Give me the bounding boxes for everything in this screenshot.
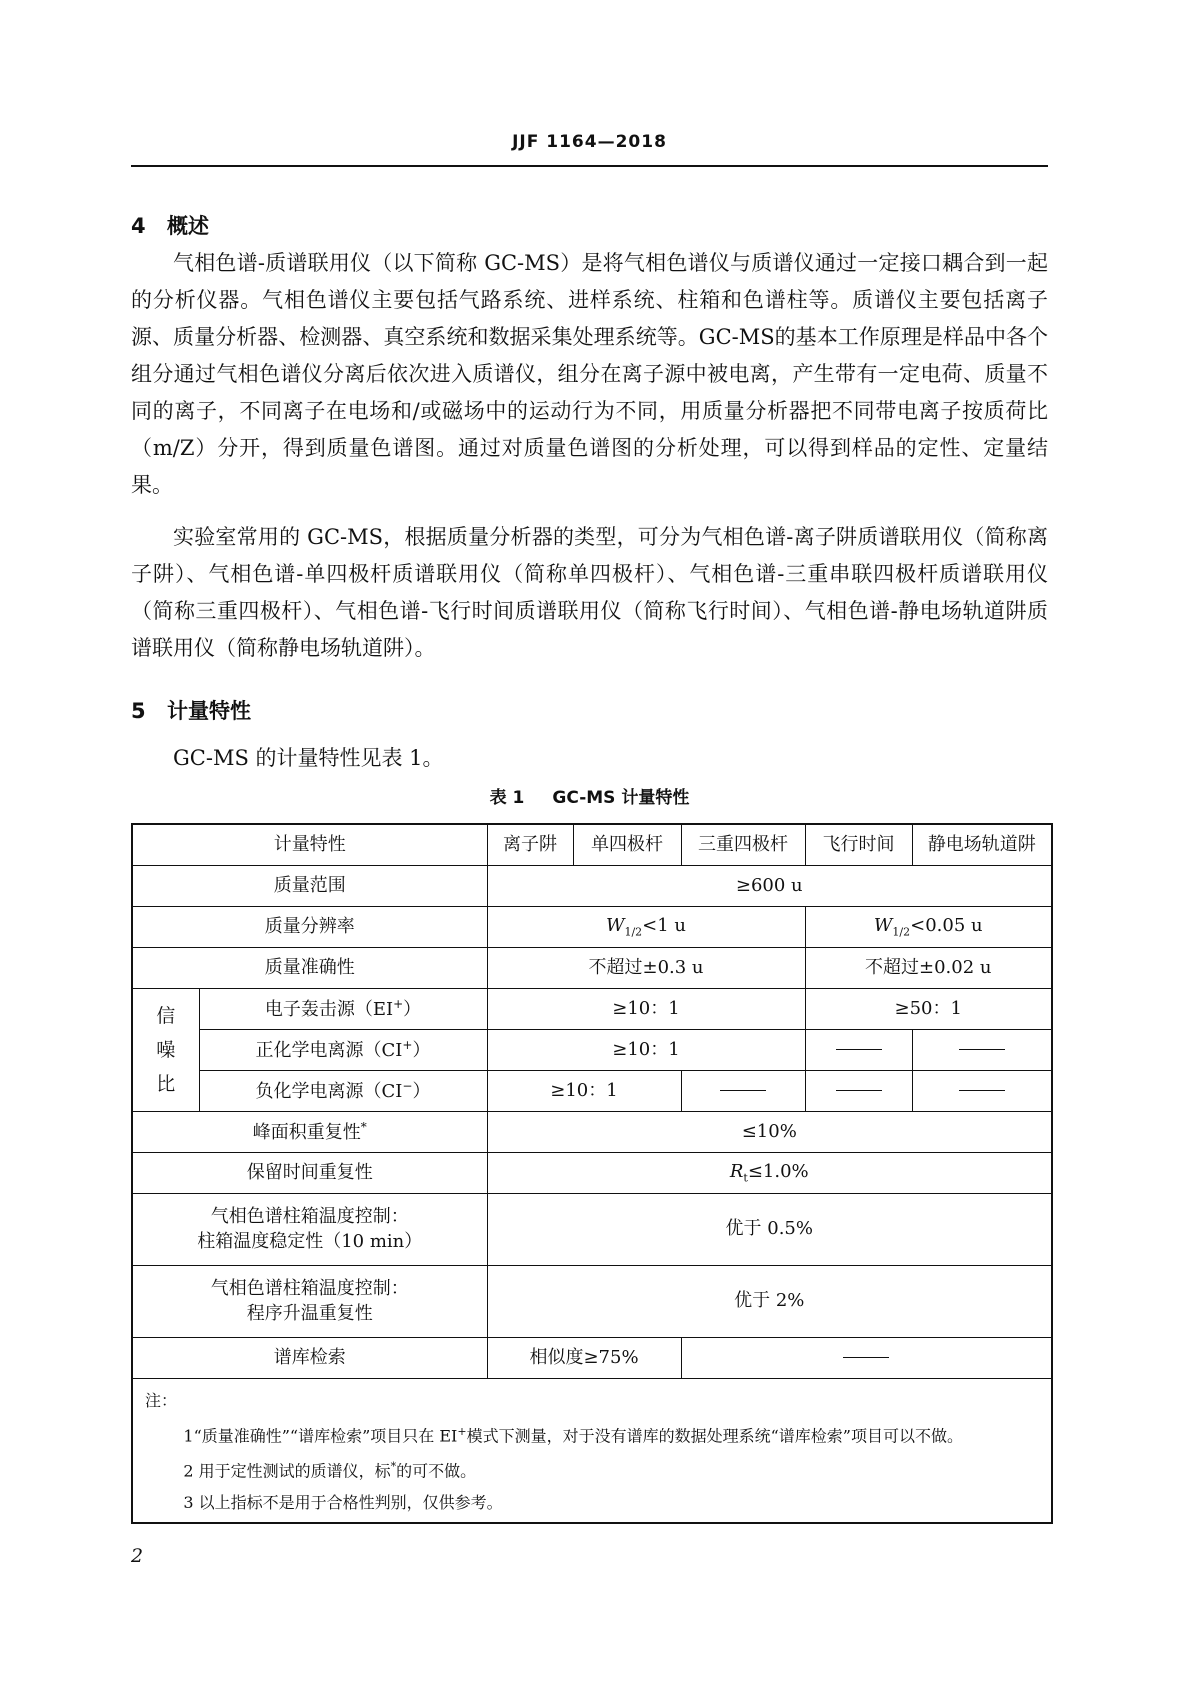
- mass-range-label: 质量范围: [132, 866, 487, 907]
- document-code-header: JJF 1164—2018: [512, 132, 667, 152]
- table-row-snr-nci: [132, 1071, 1052, 1112]
- retention-value: $R_t\le 1.0\%$: [487, 1153, 1052, 1194]
- dash-mark: [836, 1090, 882, 1091]
- library-label: 谱库检索: [132, 1338, 487, 1379]
- section-4-paragraph-2: 实验室常用的 GC-MS，根据质量分析器的类型，可分为气相色谱-离子阱质谱联用仪（简称离子阱）、气相色谱-单四极杆质谱联用仪（简称单四极杆）、气相色谱-三重串联四极杆质谱联用仪（简称三重四极杆）、气相色谱-飞行时间质谱联用仪（简称飞行时间）、气相色谱-静电场轨道阱质谱联用仪（简称静电场轨道阱）。: [131, 525, 1048, 660]
- snr-ei-value-1: ≥10：1: [487, 989, 805, 1030]
- page-number: 2: [131, 1545, 144, 1567]
- retention-label: 保留时间重复性: [132, 1153, 487, 1194]
- snr-nci-orbitrap-empty: [912, 1071, 1052, 1112]
- table-row-resolution: [132, 907, 1052, 948]
- table-row-snr-pci: [132, 1030, 1052, 1071]
- section-4-paragraph-1: 气相色谱-质谱联用仪（以下简称 GC-MS）是将气相色谱仪与质谱仪通过一定接口耦合到一起的分析仪器。气相色谱仪主要包括气路系统、进样系统、柱箱和色谱柱等。质谱仪主要包括离子源、质量分析器、检测器、真空系统和数据采集处理系统等。GC-MS的基本工作原理是样品中各个组分通过气相色谱仪分离后依次进入质谱仪，组分在离子源中被电离，产生带有一定电荷、质量不同的离子，不同离子在电场和/或磁场中的运动行为不同，用质量分析器把不同带电离子按质荷比（m/Z）分开，得到质量色谱图。通过对质量色谱图的分析处理，可以得到样品的定性、定量结果。: [131, 251, 1048, 497]
- peak-area-value: ≤10%: [487, 1112, 1052, 1153]
- table-row-peak-area: [132, 1112, 1052, 1153]
- snr-nci-triple-empty: [681, 1071, 805, 1112]
- snr-ei-label: 电子轰击源（EI+）: [199, 989, 487, 1030]
- dash-mark: [720, 1090, 766, 1091]
- accuracy-value-2: 不超过±0.02 u: [805, 948, 1052, 989]
- table-row-oven-stability: [132, 1194, 1052, 1266]
- oven-stability-value: 优于 0.5%: [487, 1194, 1052, 1266]
- oven-program-label: 气相色谱柱箱温度控制： 程序升温重复性: [132, 1266, 487, 1338]
- dash-mark: [959, 1090, 1005, 1091]
- peak-area-label: 峰面积重复性*: [132, 1112, 487, 1153]
- table-caption-title: GC-MS 计量特性: [552, 788, 690, 808]
- dash-mark: [843, 1357, 889, 1358]
- table-row-snr-ei: [132, 989, 1052, 1030]
- section-5-heading: [131, 695, 251, 725]
- table-row-accuracy: [132, 948, 1052, 989]
- snr-group-label: 信 噪 比: [132, 989, 199, 1112]
- header-rule: [131, 165, 1048, 167]
- table-row-library: [132, 1338, 1052, 1379]
- notes-title: 注：: [145, 1391, 178, 1410]
- table-caption: [131, 783, 1048, 808]
- section-4-number: 4: [131, 214, 146, 238]
- oven-program-value: 优于 2%: [487, 1266, 1052, 1338]
- library-other-empty: [681, 1338, 1052, 1379]
- snr-pci-label: 正化学电离源（CI+）: [199, 1030, 487, 1071]
- note-1: 1“质量准确性”“谱库检索”项目只在 EI+模式下测量，对于没有谱库的数据处理系统“谱库检索”项目可以不做。: [183, 1425, 963, 1446]
- note-3: 3 以上指标不是用于合格性判别，仅供参考。: [183, 1492, 503, 1512]
- section-4-heading: [131, 210, 209, 240]
- library-value: 相似度≥75%: [487, 1338, 681, 1379]
- accuracy-label: 质量准确性: [132, 948, 487, 989]
- snr-nci-label: 负化学电离源（CI−）: [199, 1071, 487, 1112]
- header-cell-ion-trap: 离子阱: [487, 824, 573, 866]
- accuracy-value-1: 不超过±0.3 u: [487, 948, 805, 989]
- section-5-paragraph-1: GC-MS 的计量特性见表 1。: [173, 746, 444, 770]
- header-cell-characteristic: 计量特性: [132, 824, 487, 866]
- resolution-value-2: $W_{1/2}<0.05$ u: [805, 907, 1052, 948]
- section-5-number: 5: [131, 699, 146, 723]
- snr-nci-tof-empty: [805, 1071, 912, 1112]
- table-row-mass-range: [132, 866, 1052, 907]
- snr-ei-value-2: ≥50：1: [805, 989, 1052, 1030]
- resolution-label: 质量分辨率: [132, 907, 487, 948]
- table-row-retention: [132, 1153, 1052, 1194]
- table-caption-number: 表 1: [489, 788, 525, 808]
- metrology-table: [131, 823, 1053, 1524]
- snr-nci-value-1: ≥10：1: [487, 1071, 681, 1112]
- table-row-notes: [132, 1379, 1052, 1523]
- header-cell-tof: 飞行时间: [805, 824, 912, 866]
- dash-mark: [836, 1049, 882, 1050]
- note-2: 2 用于定性测试的质谱仪，标*的可不做。: [183, 1460, 477, 1481]
- header-cell-triple-quad: 三重四极杆: [681, 824, 805, 866]
- snr-pci-tof-empty: [805, 1030, 912, 1071]
- dash-mark: [959, 1049, 1005, 1050]
- table-row-oven-program: [132, 1266, 1052, 1338]
- section-4-title: 概述: [167, 214, 209, 238]
- header-cell-orbitrap: 静电场轨道阱: [912, 824, 1052, 866]
- resolution-value-1: $W_{1/2}<1$ u: [487, 907, 805, 948]
- snr-pci-value-1: ≥10：1: [487, 1030, 805, 1071]
- snr-pci-orbitrap-empty: [912, 1030, 1052, 1071]
- table-notes: [132, 1379, 1052, 1523]
- section-5-title: 计量特性: [167, 699, 251, 723]
- oven-stability-label: 气相色谱柱箱温度控制： 柱箱温度稳定性（10 min）: [132, 1194, 487, 1266]
- header-cell-single-quad: 单四极杆: [573, 824, 681, 866]
- mass-range-value: ≥600 u: [487, 866, 1052, 907]
- table-header-row: [132, 824, 1052, 866]
